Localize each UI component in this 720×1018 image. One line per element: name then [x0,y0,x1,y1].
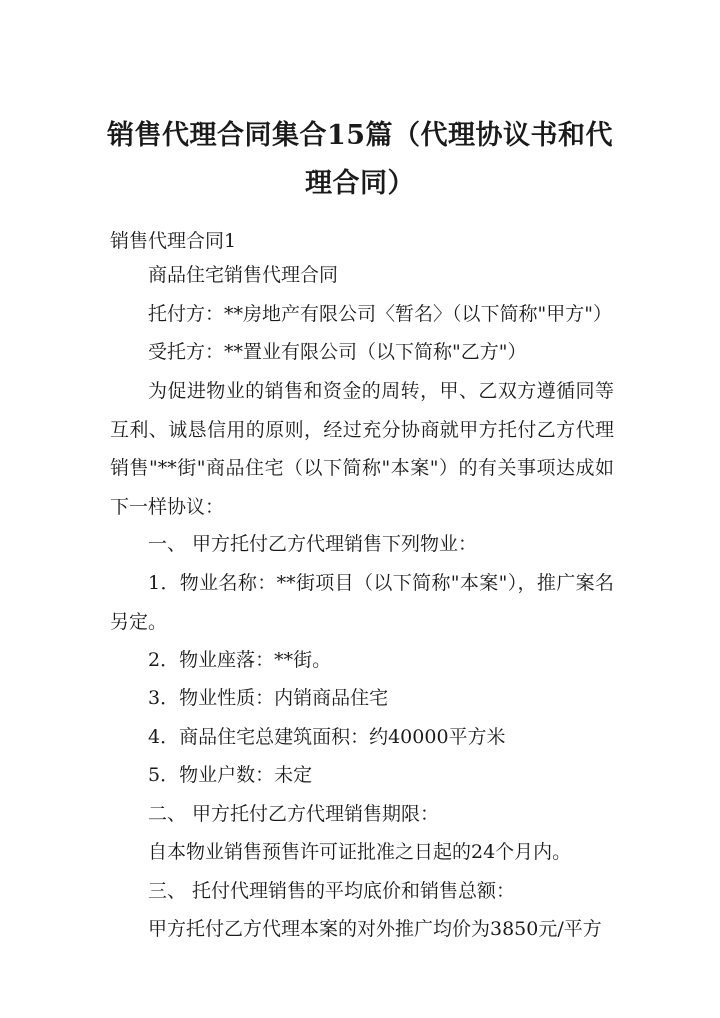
paragraph: 三、 托付代理销售的平均底价和销售总额： [148,880,516,902]
paragraph: 为促进物业的销售和资金的周转，甲、乙双方遵循同等互利、诚恳信用的原则，经过充分协商就甲方托付乙方代理销售"**街"商品住宅（以下简称"本案"）的有关事项达成如下一样协议： [110,380,614,518]
paragraph: 二、 甲方托付乙方代理销售期限： [148,803,440,825]
paragraph: 甲方托付乙方代理本案的对外推广均价为3850元/平方 [148,918,602,940]
paragraph: 托付方：**房地产有限公司〈暂名〉（以下简称"甲方"） [148,303,612,325]
paragraph: 2．物业座落：**街。 [148,649,332,671]
document-title: 销售代理合同集合15篇（代理协议书和代理合同） [106,120,614,199]
paragraph: 1．物业名称：**街项目（以下简称"本案"），推广案名另定。 [110,572,614,633]
paragraph: 受托方：**置业有限公司（以下简称"乙方"） [148,341,527,363]
paragraph: 商品住宅销售代理合同 [148,264,339,286]
section-heading: 销售代理合同1 [110,230,237,252]
paragraph: 自本物业销售预售许可证批准之日起的24个月内。 [148,841,572,863]
paragraph: 一、 甲方托付乙方代理销售下列物业： [148,533,478,555]
paragraph: 5．物业户数：未定 [148,764,313,786]
paragraph: 3．物业性质：内销商品住宅 [148,687,389,709]
paragraph: 4．商品住宅总建筑面积：约40000平方米 [148,726,506,748]
